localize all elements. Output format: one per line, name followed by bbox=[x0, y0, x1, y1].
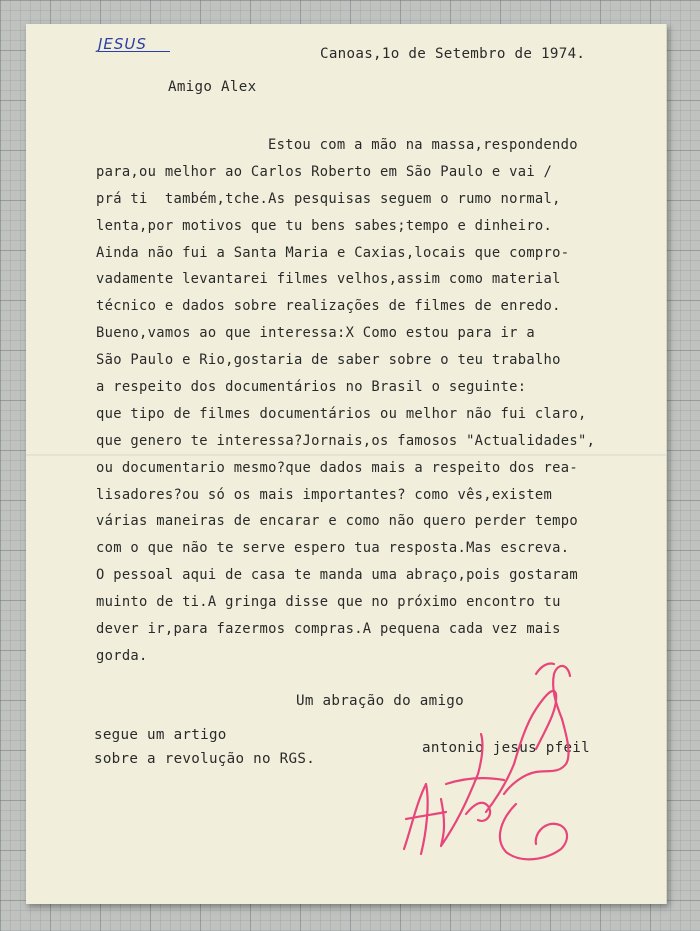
body-line: ou documentario mesmo?que dados mais a respeito dos rea- bbox=[96, 459, 578, 476]
letter-body bbox=[96, 132, 666, 670]
body-line: a respeito dos documentários no Brasil o seguinte: bbox=[96, 379, 527, 396]
sender-name: antonio jesus pfeil bbox=[422, 740, 590, 756]
body-line: lisadores?ou só os mais importantes? como vês,existem bbox=[96, 486, 553, 503]
letter-page bbox=[26, 24, 667, 904]
postscript-line: segue um artigo bbox=[94, 727, 227, 743]
annotation-text: JESUS bbox=[98, 35, 147, 53]
letter-greeting: Amigo Alex bbox=[168, 79, 257, 95]
handwritten-annotation bbox=[98, 35, 170, 52]
postscript-line: sobre a revolução no RGS. bbox=[94, 751, 316, 767]
body-line: técnico e dados sobre realizações de filmes de enredo. bbox=[96, 298, 561, 315]
body-line: vadamente levantarei filmes velhos,assim como material bbox=[96, 271, 561, 288]
body-line: lenta,por motivos que tu bens sabes;tempo e dinheiro. bbox=[96, 217, 553, 234]
body-line: São Paulo e Rio,gostaria de saber sobre o teu trabalho bbox=[96, 352, 561, 369]
body-line: Ainda não fui a Santa Maria e Caxias,locais que compro- bbox=[96, 244, 570, 261]
body-line: que tipo de filmes documentários ou melhor não fui claro, bbox=[96, 405, 587, 422]
body-line: prá ti também,tche.As pesquisas seguem o rumo normal, bbox=[96, 190, 561, 207]
body-line: dever ir,para fazermos compras.A pequena cada vez mais bbox=[96, 621, 561, 638]
letter-closing: Um abração do amigo bbox=[296, 693, 464, 709]
letter-date: Canoas,1o de Setembro de 1974. bbox=[320, 46, 586, 62]
body-line: gorda. bbox=[96, 647, 148, 664]
body-line: para,ou melhor ao Carlos Roberto em São Paulo e vai / bbox=[96, 163, 553, 180]
body-line: Estou com a mão na massa,respondendo bbox=[268, 137, 578, 153]
handwritten-signature bbox=[386, 634, 586, 874]
body-line: Bueno,vamos ao que interessa:X Como estou para ir a bbox=[96, 325, 535, 342]
body-line: muinto de ti.A gringa disse que no próximo encontro tu bbox=[96, 594, 561, 611]
body-line: várias maneiras de encarar e como não quero perder tempo bbox=[96, 513, 578, 530]
body-line: que genero te interessa?Jornais,os famosos "Actualidades", bbox=[96, 432, 596, 449]
body-line: com o que não te serve espero tua resposta.Mas escreva. bbox=[96, 540, 570, 557]
body-line: O pessoal aqui de casa te manda uma abraço,pois gostaram bbox=[96, 567, 578, 584]
